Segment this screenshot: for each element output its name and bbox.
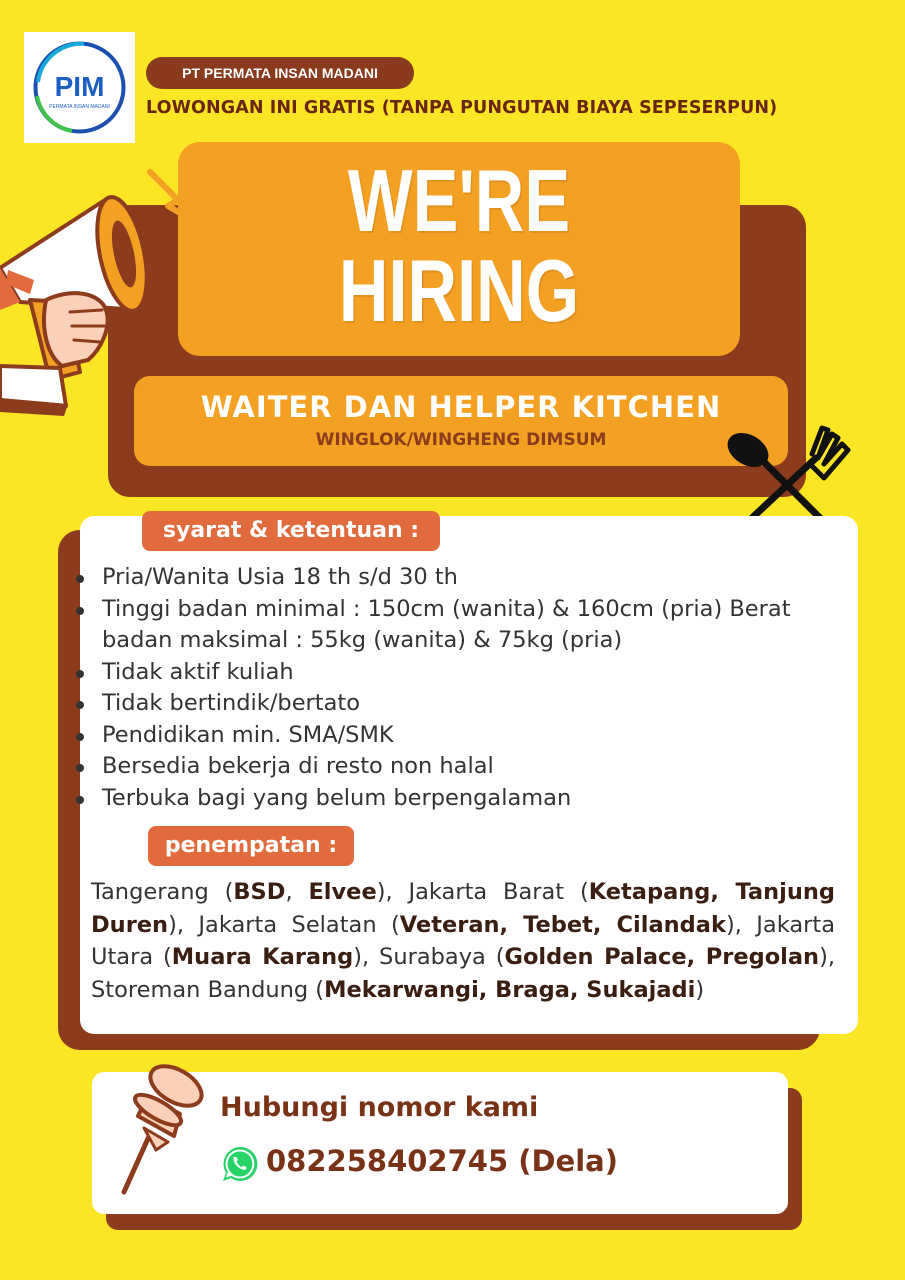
free-notice: LOWONGAN INI GRATIS (TANPA PUNGUTAN BIAYA SEPESERPUN) [146, 98, 778, 118]
contact-phone-number[interactable]: 082258402745 (Dela) [266, 1144, 618, 1178]
location-text: , [285, 879, 309, 905]
requirement-item: Bersedia bekerja di resto non halal [60, 751, 860, 783]
megaphone-icon [0, 160, 260, 420]
location-name: Muara Karang [171, 944, 354, 970]
location-name: BSD [233, 879, 286, 905]
location-name: Ketapang, Tanjung Duren [91, 879, 835, 938]
location-text: ), Storeman Bandung ( [91, 944, 836, 1003]
location-text: ) [695, 976, 705, 1003]
company-logo [24, 32, 135, 143]
requirement-item: Terbuka bagi yang belum berpengalaman [60, 783, 860, 815]
placement-heading: penempatan : [148, 826, 354, 866]
whatsapp-icon[interactable] [219, 1144, 259, 1184]
contact-heading: Hubungi nomor kami [220, 1092, 539, 1123]
location-text: ), Jakarta Barat ( [376, 879, 589, 905]
logo-text: PIM [54, 71, 105, 102]
company-name-badge: PT PERMATA INSAN MADANI [146, 57, 414, 89]
requirements-list [60, 562, 860, 814]
requirement-item: Tinggi badan minimal : 150cm (wanita) & 160cm (pria) Berat badan maksimal : 55kg (wanita) & 75kg (pria) [60, 594, 860, 657]
pim-logo-icon [24, 32, 135, 143]
location-text: ), Jakarta Utara ( [91, 911, 835, 970]
location-name: Veteran, Tebet, Cilandak [399, 911, 726, 938]
location-text: ), Surabaya ( [353, 944, 505, 970]
requirement-item: Pendidikan min. SMA/SMK [60, 720, 860, 752]
location-text: Tangerang ( [91, 879, 234, 905]
logo-tagline: PERMATA INSAN MADANI [49, 104, 110, 110]
position-title: WAITER DAN HELPER KITCHEN [200, 390, 722, 424]
requirement-item: Pria/Wanita Usia 18 th s/d 30 th [60, 562, 860, 594]
requirement-item: Tidak bertindik/bertato [60, 688, 860, 720]
location-name: Mekarwangi, Braga, Sukajadi [324, 976, 696, 1003]
location-text: ), Jakarta Selatan ( [168, 911, 400, 938]
requirements-heading: syarat & ketentuan : [142, 511, 440, 551]
hiring-headline [240, 151, 678, 340]
requirement-item: Tidak aktif kuliah [60, 657, 860, 689]
headline-line-2: HIRING [338, 241, 580, 340]
headline-line-1: WE'RE [347, 151, 571, 250]
location-name: Elvee [308, 879, 377, 905]
employer-name: WINGLOK/WINGHENG DIMSUM [315, 430, 607, 450]
placement-locations [91, 876, 835, 1006]
location-name: Golden Palace, Pregolan [504, 944, 820, 970]
push-pin-icon [104, 1050, 214, 1200]
